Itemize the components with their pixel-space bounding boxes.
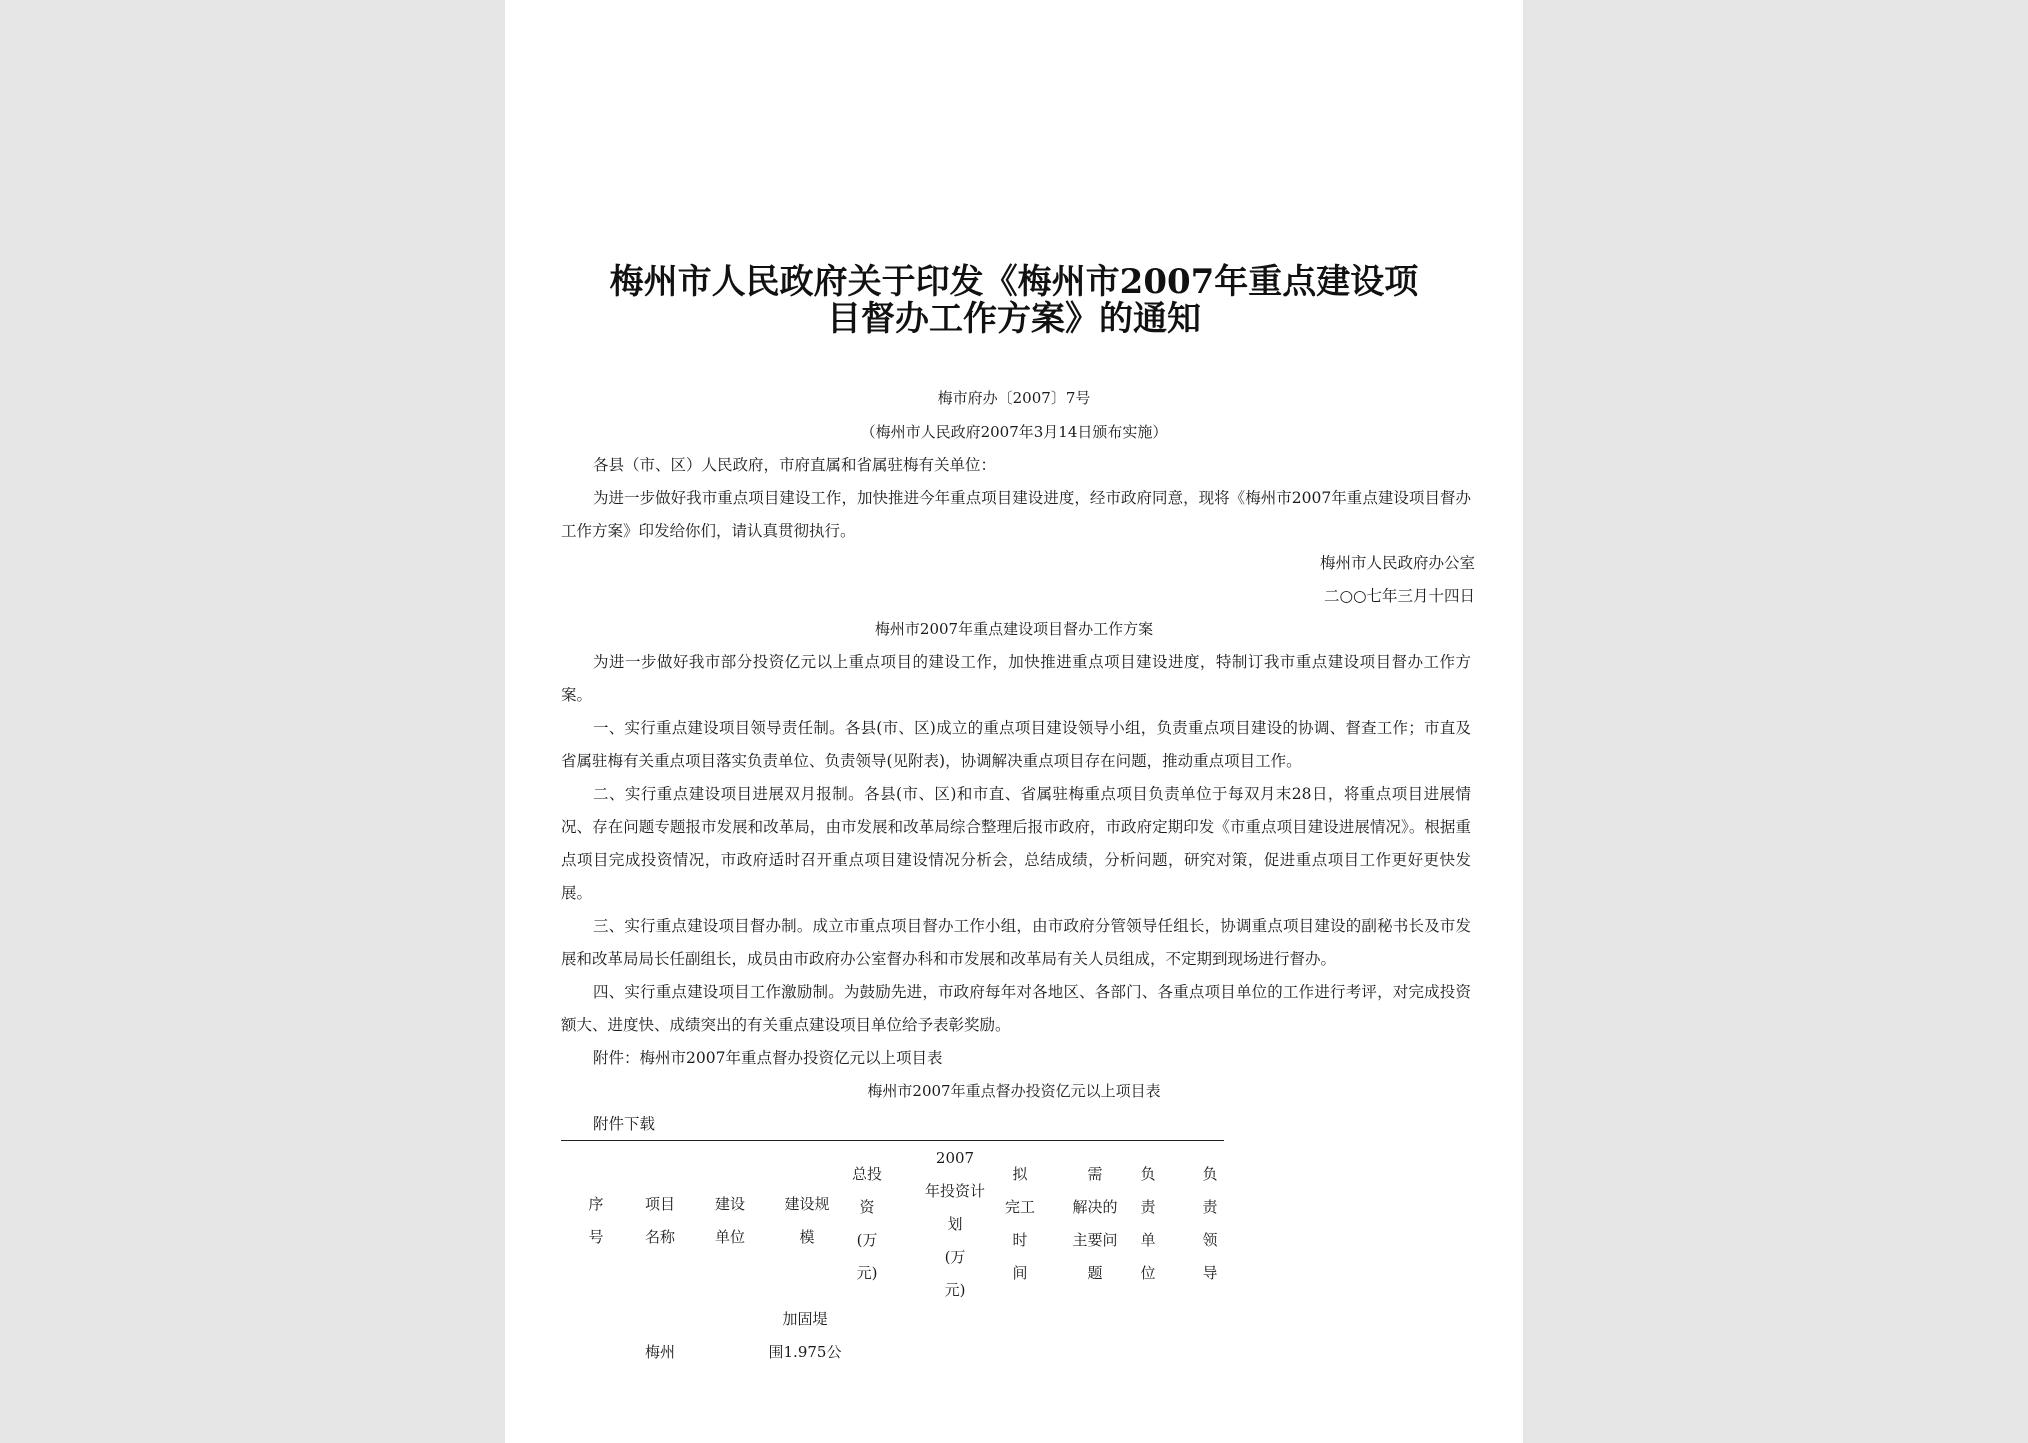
item-1-paragraph: 一、实行重点建设项目领导责任制。各县(市、区)成立的重点项目建设领导小组，负责重点项目建设的协调、督查工作；市直及省属驻梅有关重点项目落实负责单位、负责领导(见附表)，协调解决重点项目存在问题，推动重点项目工作。 <box>561 719 1471 770</box>
header-builder: 建设 单位 <box>714 1195 745 1246</box>
signer: 梅州市人民政府办公室 <box>1319 554 1475 572</box>
doc-number: 梅市府办〔2007〕7号 <box>937 389 1091 407</box>
doc-title-line2: 目督办工作方案》的通知 <box>827 299 1201 339</box>
table-title: 梅州市2007年重点督办投资亿元以上项目表 <box>867 1082 1161 1100</box>
header-scale: 建设规 模 <box>784 1195 830 1246</box>
header-total-investment: 总投 资 (万 元) <box>851 1165 882 1282</box>
item-4-paragraph: 四、实行重点建设项目工作激励制。为鼓励先进，市政府每年对各地区、各部门、各重点项目单位的工作进行考评，对完成投资额大、进度快、成绩突出的有关重点建设项目单位给予表彰奖励。 <box>561 983 1471 1034</box>
issue-note: （梅州市人民政府2007年3月14日颁布实施） <box>860 423 1168 441</box>
doc-title-line1: 梅州市人民政府关于印发《梅州市2007年重点建设项 <box>609 262 1419 302</box>
row1-project-name: 梅州 <box>644 1343 675 1361</box>
table-top-rule <box>561 1140 1224 1141</box>
item-2-paragraph: 二、实行重点建设项目进展双月报制。各县(市、区)和市直、省属驻梅重点项目负责单位于每双月末28日，将重点项目进展情况、存在问题专题报市发展和改革局，由市发展和改革局综合整理后报市政府，市政府定期印发《市重点项目建设进展情况》。根据重点项目完成投资情况，市政府适时召开重点项目建设情况分析会，总结成绩，分析问题，研究对策，促进重点项目工作更好更快发展。 <box>561 785 1471 902</box>
header-responsible-unit: 负 责 单 位 <box>1140 1165 1156 1282</box>
header-responsible-leader: 负 责 领 导 <box>1202 1165 1218 1282</box>
header-project-name: 项目 名称 <box>644 1195 675 1246</box>
header-completion-time: 拟 完工 时 间 <box>1004 1165 1035 1282</box>
attachment-note: 附件：梅州市2007年重点督办投资亿元以上项目表 <box>593 1049 943 1067</box>
plan-intro-paragraph: 为进一步做好我市部分投资亿元以上重点项目的建设工作，加快推进重点项目建设进度，特制订我市重点建设项目督办工作方案。 <box>561 653 1471 704</box>
plan-title: 梅州市2007年重点建设项目督办工作方案 <box>874 620 1154 638</box>
salutation: 各县（市、区）人民政府，市府直属和省属驻梅有关单位： <box>593 456 997 474</box>
download-link[interactable]: 附件下载 <box>593 1115 656 1133</box>
sign-date: 二○○七年三月十四日 <box>1323 587 1475 605</box>
document-page <box>505 0 1523 1443</box>
intro-paragraph: 为进一步做好我市重点项目建设工作，加快推进今年重点项目建设进度，经市政府同意，现将《梅州市2007年重点建设项目督办工作方案》印发给你们，请认真贯彻执行。 <box>561 489 1471 540</box>
row1-scale: 加固堤 围1.975公 <box>768 1310 842 1361</box>
header-index: 序 号 <box>588 1195 604 1246</box>
item-3-paragraph: 三、实行重点建设项目督办制。成立市重点项目督办工作小组，由市政府分管领导任组长，协调重点项目建设的副秘书长及市发展和改革局局长任副组长，成员由市政府办公室督办科和市发展和改革局有关人员组成，不定期到现场进行督办。 <box>561 917 1471 968</box>
header-plan-2007: 2007 年投资计 划 (万 元) <box>924 1149 985 1299</box>
header-main-issues: 需 解决的 主要问 题 <box>1072 1165 1118 1282</box>
